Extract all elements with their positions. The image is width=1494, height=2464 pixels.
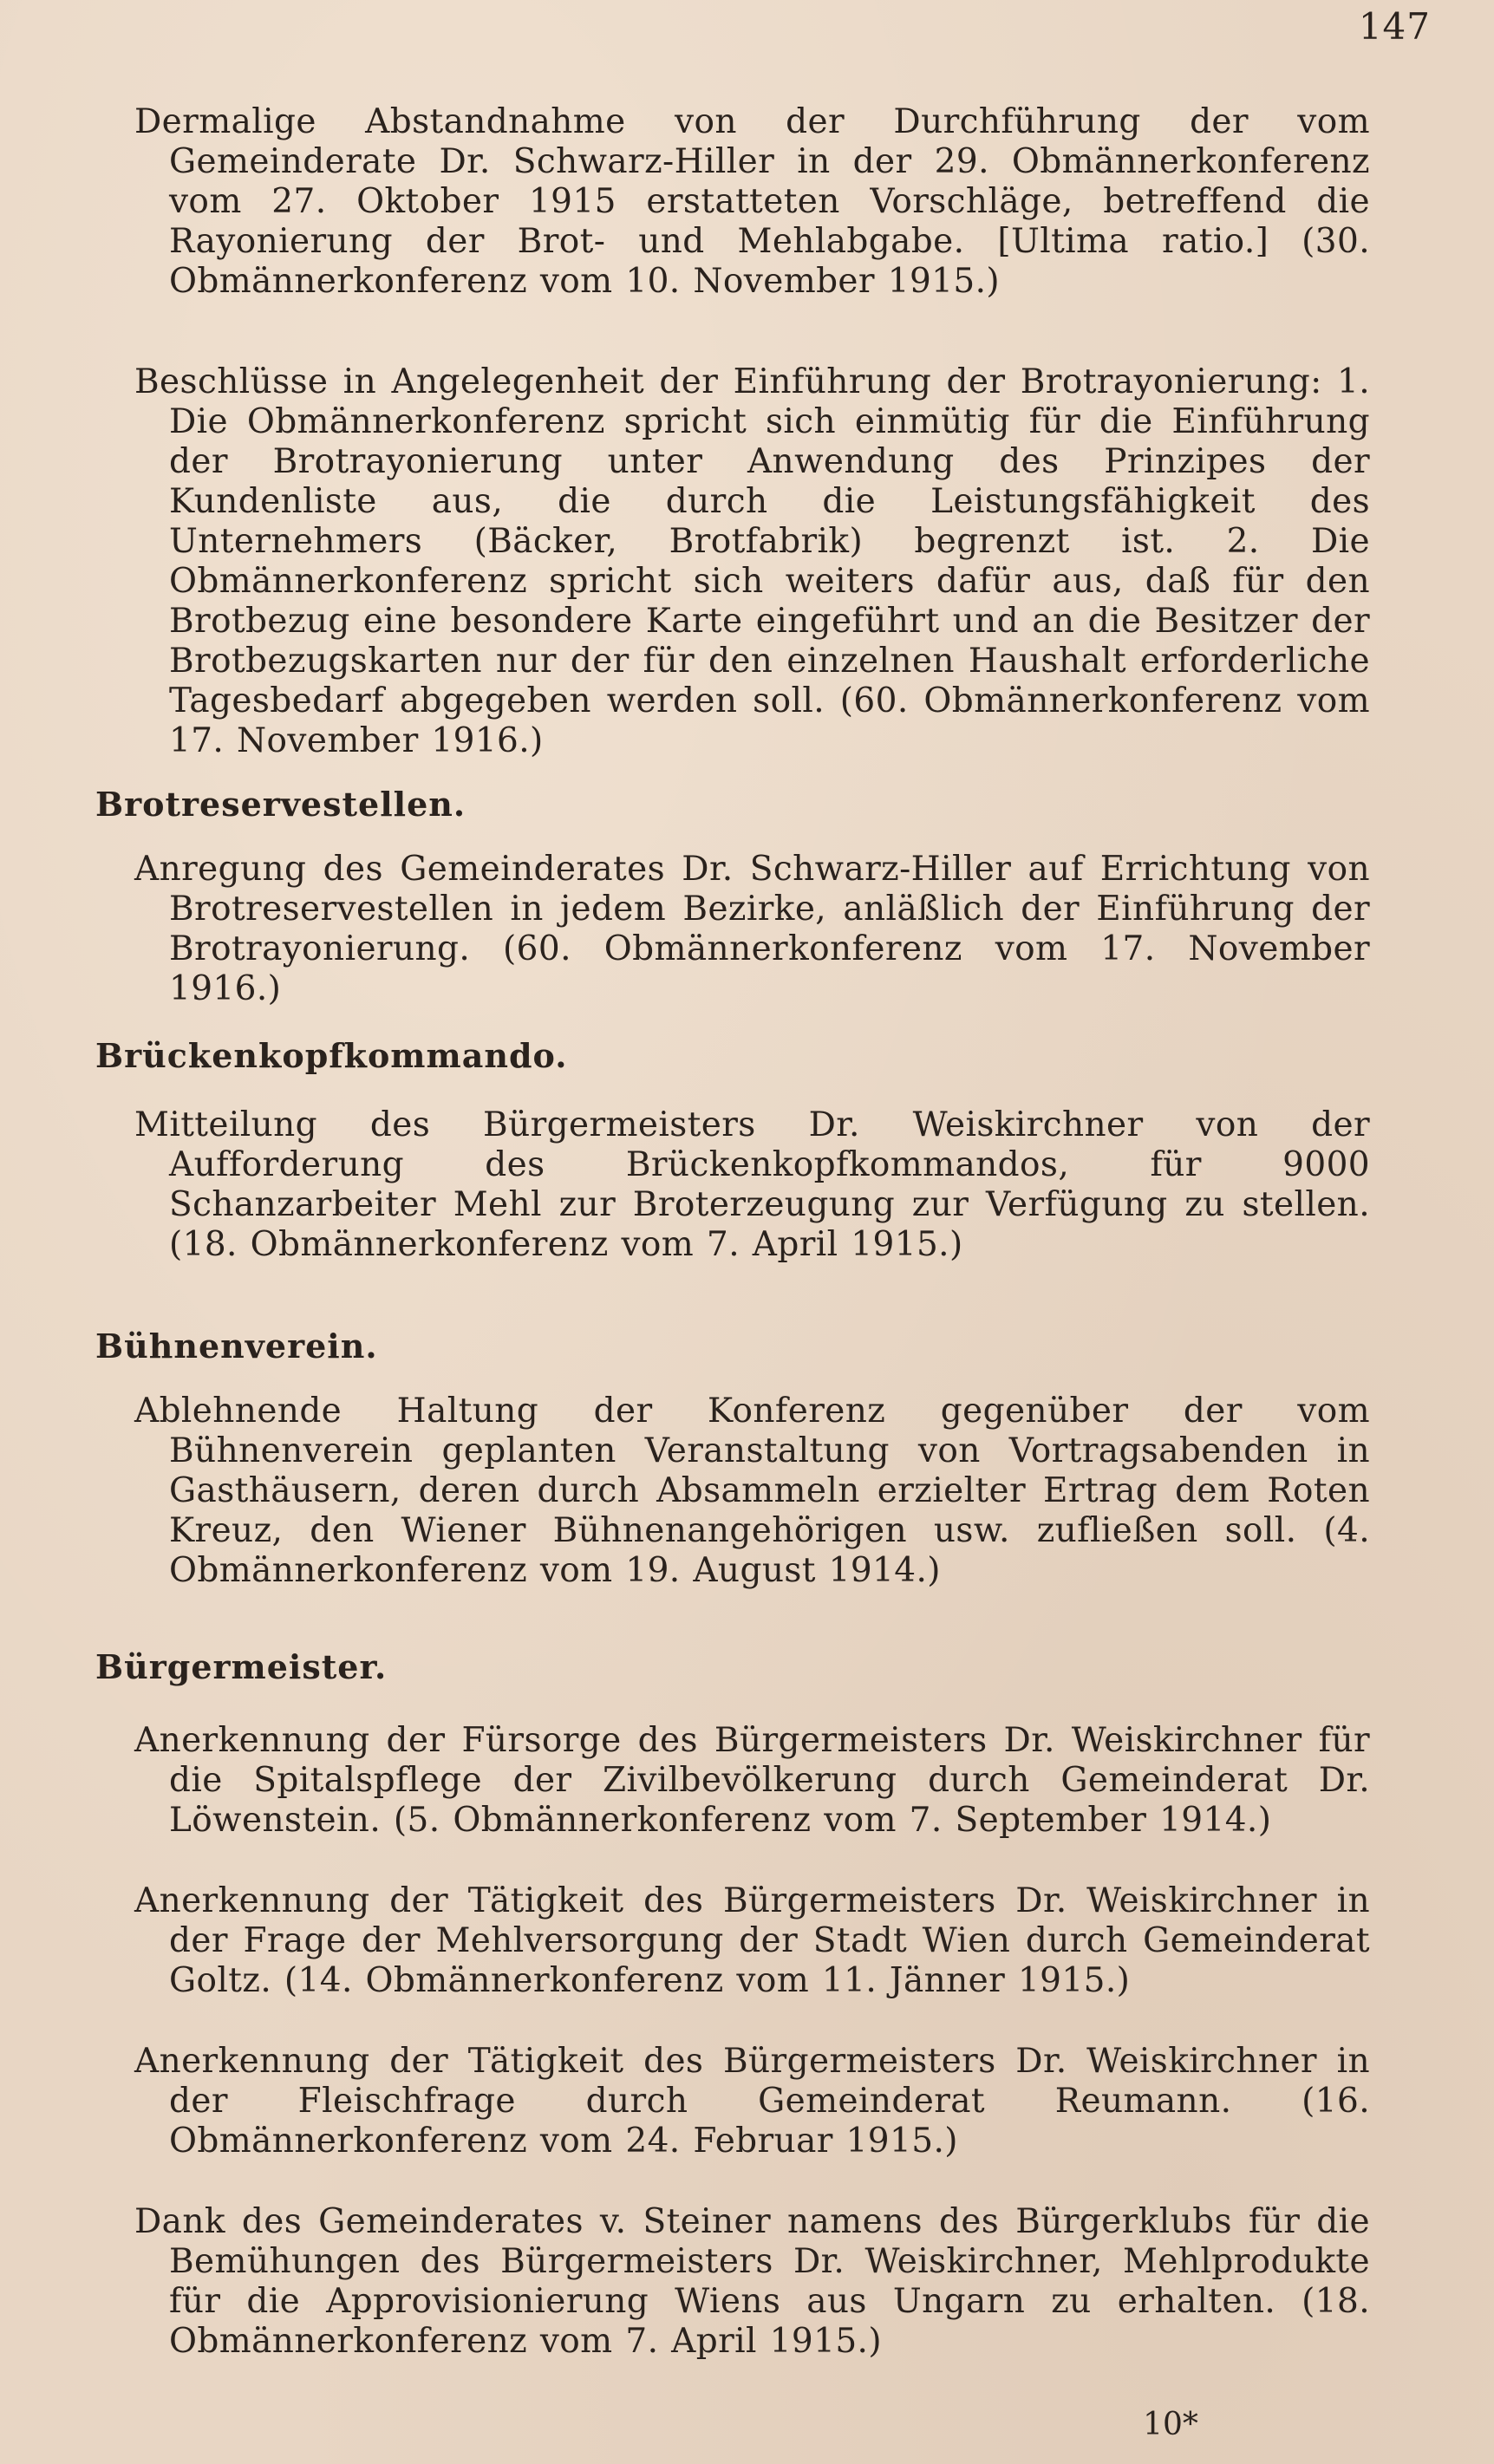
heading-buergermeister: Bürgermeister. xyxy=(95,1647,388,1686)
entry-beschluesse-brotrayonierung: Beschlüsse in Angelegenheit der Einführung der Brotrayonierung: 1. Die Obmännerkonferenz spricht sich einmütig für die Einführung der Brotrayonierung unter Anwendung des Prinzipes der Kundenliste aus, die durch die Leistungsfähigkeit des Unternehmers (Bäcker, Brotfabrik) begrenzt ist. 2. Die Obmännerkonferenz spricht sich weiters dafür aus, daß für den Brotbezug eine besondere Karte eingeführt und an die Besitzer der Brotbezugskarten nur der für den einzelnen Haushalt erforderliche Tagesbedarf abgegeben werden soll. (60. Obmännerkonferenz vom 17. November 1916.) xyxy=(134,362,1370,760)
entry-buehnenverein-1: Ablehnende Haltung der Konferenz gegenüber der vom Bühnenverein geplanten Veranstaltung von Vortragsabenden in Gasthäusern, deren durch Absammeln erzielter Ertrag dem Roten Kreuz, den Wiener Bühnenangehörigen usw. zufließen soll. (4. Obmännerkonferenz vom 19. August 1914.) xyxy=(134,1392,1370,1590)
entry-buergermeister-2: Anerkennung der Tätigkeit des Bürgermeisters Dr. Weiskirchner in der Frage der Mehlversorgung der Stadt Wien durch Gemeinderat Goltz. (14. Obmännerkonferenz vom 11. Jänner 1915.) xyxy=(134,1881,1370,2000)
heading-buehnenverein: Bühnenverein. xyxy=(95,1327,378,1366)
heading-brueckenkopfkommando: Brückenkopfkommando. xyxy=(95,1036,568,1075)
entry-buergermeister-1: Anerkennung der Fürsorge des Bürgermeisters Dr. Weiskirchner für die Spitalspflege der Zivilbevölkerung durch Gemeinderat Dr. Löwenstein. (5. Obmännerkonferenz vom 7. September 1914.) xyxy=(134,1721,1370,1840)
signature-mark: 10* xyxy=(1143,2407,1198,2442)
heading-brotreservestellen: Brotreservestellen. xyxy=(95,785,466,824)
entry-buergermeister-4: Dank des Gemeinderates v. Steiner namens des Bürgerklubs für die Bemühungen des Bürgermeisters Dr. Weiskirchner, Mehlprodukte für die Approvisionierung Wiens aus Ungarn zu erhalten. (18. Obmännerkonferenz vom 7. April 1915.) xyxy=(134,2202,1370,2361)
entry-brotreservestellen-1: Anregung des Gemeinderates Dr. Schwarz-Hiller auf Errichtung von Brotreservestellen in jedem Bezirke, anläßlich der Einführung der Brotrayonierung. (60. Obmännerkonferenz vom 17. November 1916.) xyxy=(134,850,1370,1008)
entry-buergermeister-3: Anerkennung der Tätigkeit des Bürgermeisters Dr. Weiskirchner in der Fleischfrage durch Gemeinderat Reumann. (16. Obmännerkonferenz vom 24. Februar 1915.) xyxy=(134,2042,1370,2161)
page-number: 147 xyxy=(1358,5,1431,48)
entry-brueckenkopfkommando-1: Mitteilung des Bürgermeisters Dr. Weiskirchner von der Aufforderung des Brückenkopfkommandos, für 9000 Schanzarbeiter Mehl zur Broterzeugung zur Verfügung zu stellen. (18. Obmännerkonferenz vom 7. April 1915.) xyxy=(134,1105,1370,1264)
entry-abstandnahme: Dermalige Abstandnahme von der Durchführung der vom Gemeinderate Dr. Schwarz-Hiller in der 29. Obmännerkonferenz vom 27. Oktober 1915 erstatteten Vorschläge, betreffend die Rayonierung der Brot- und Mehlabgabe. [Ultima ratio.] (30. Obmännerkonferenz vom 10. November 1915.) xyxy=(134,102,1370,301)
